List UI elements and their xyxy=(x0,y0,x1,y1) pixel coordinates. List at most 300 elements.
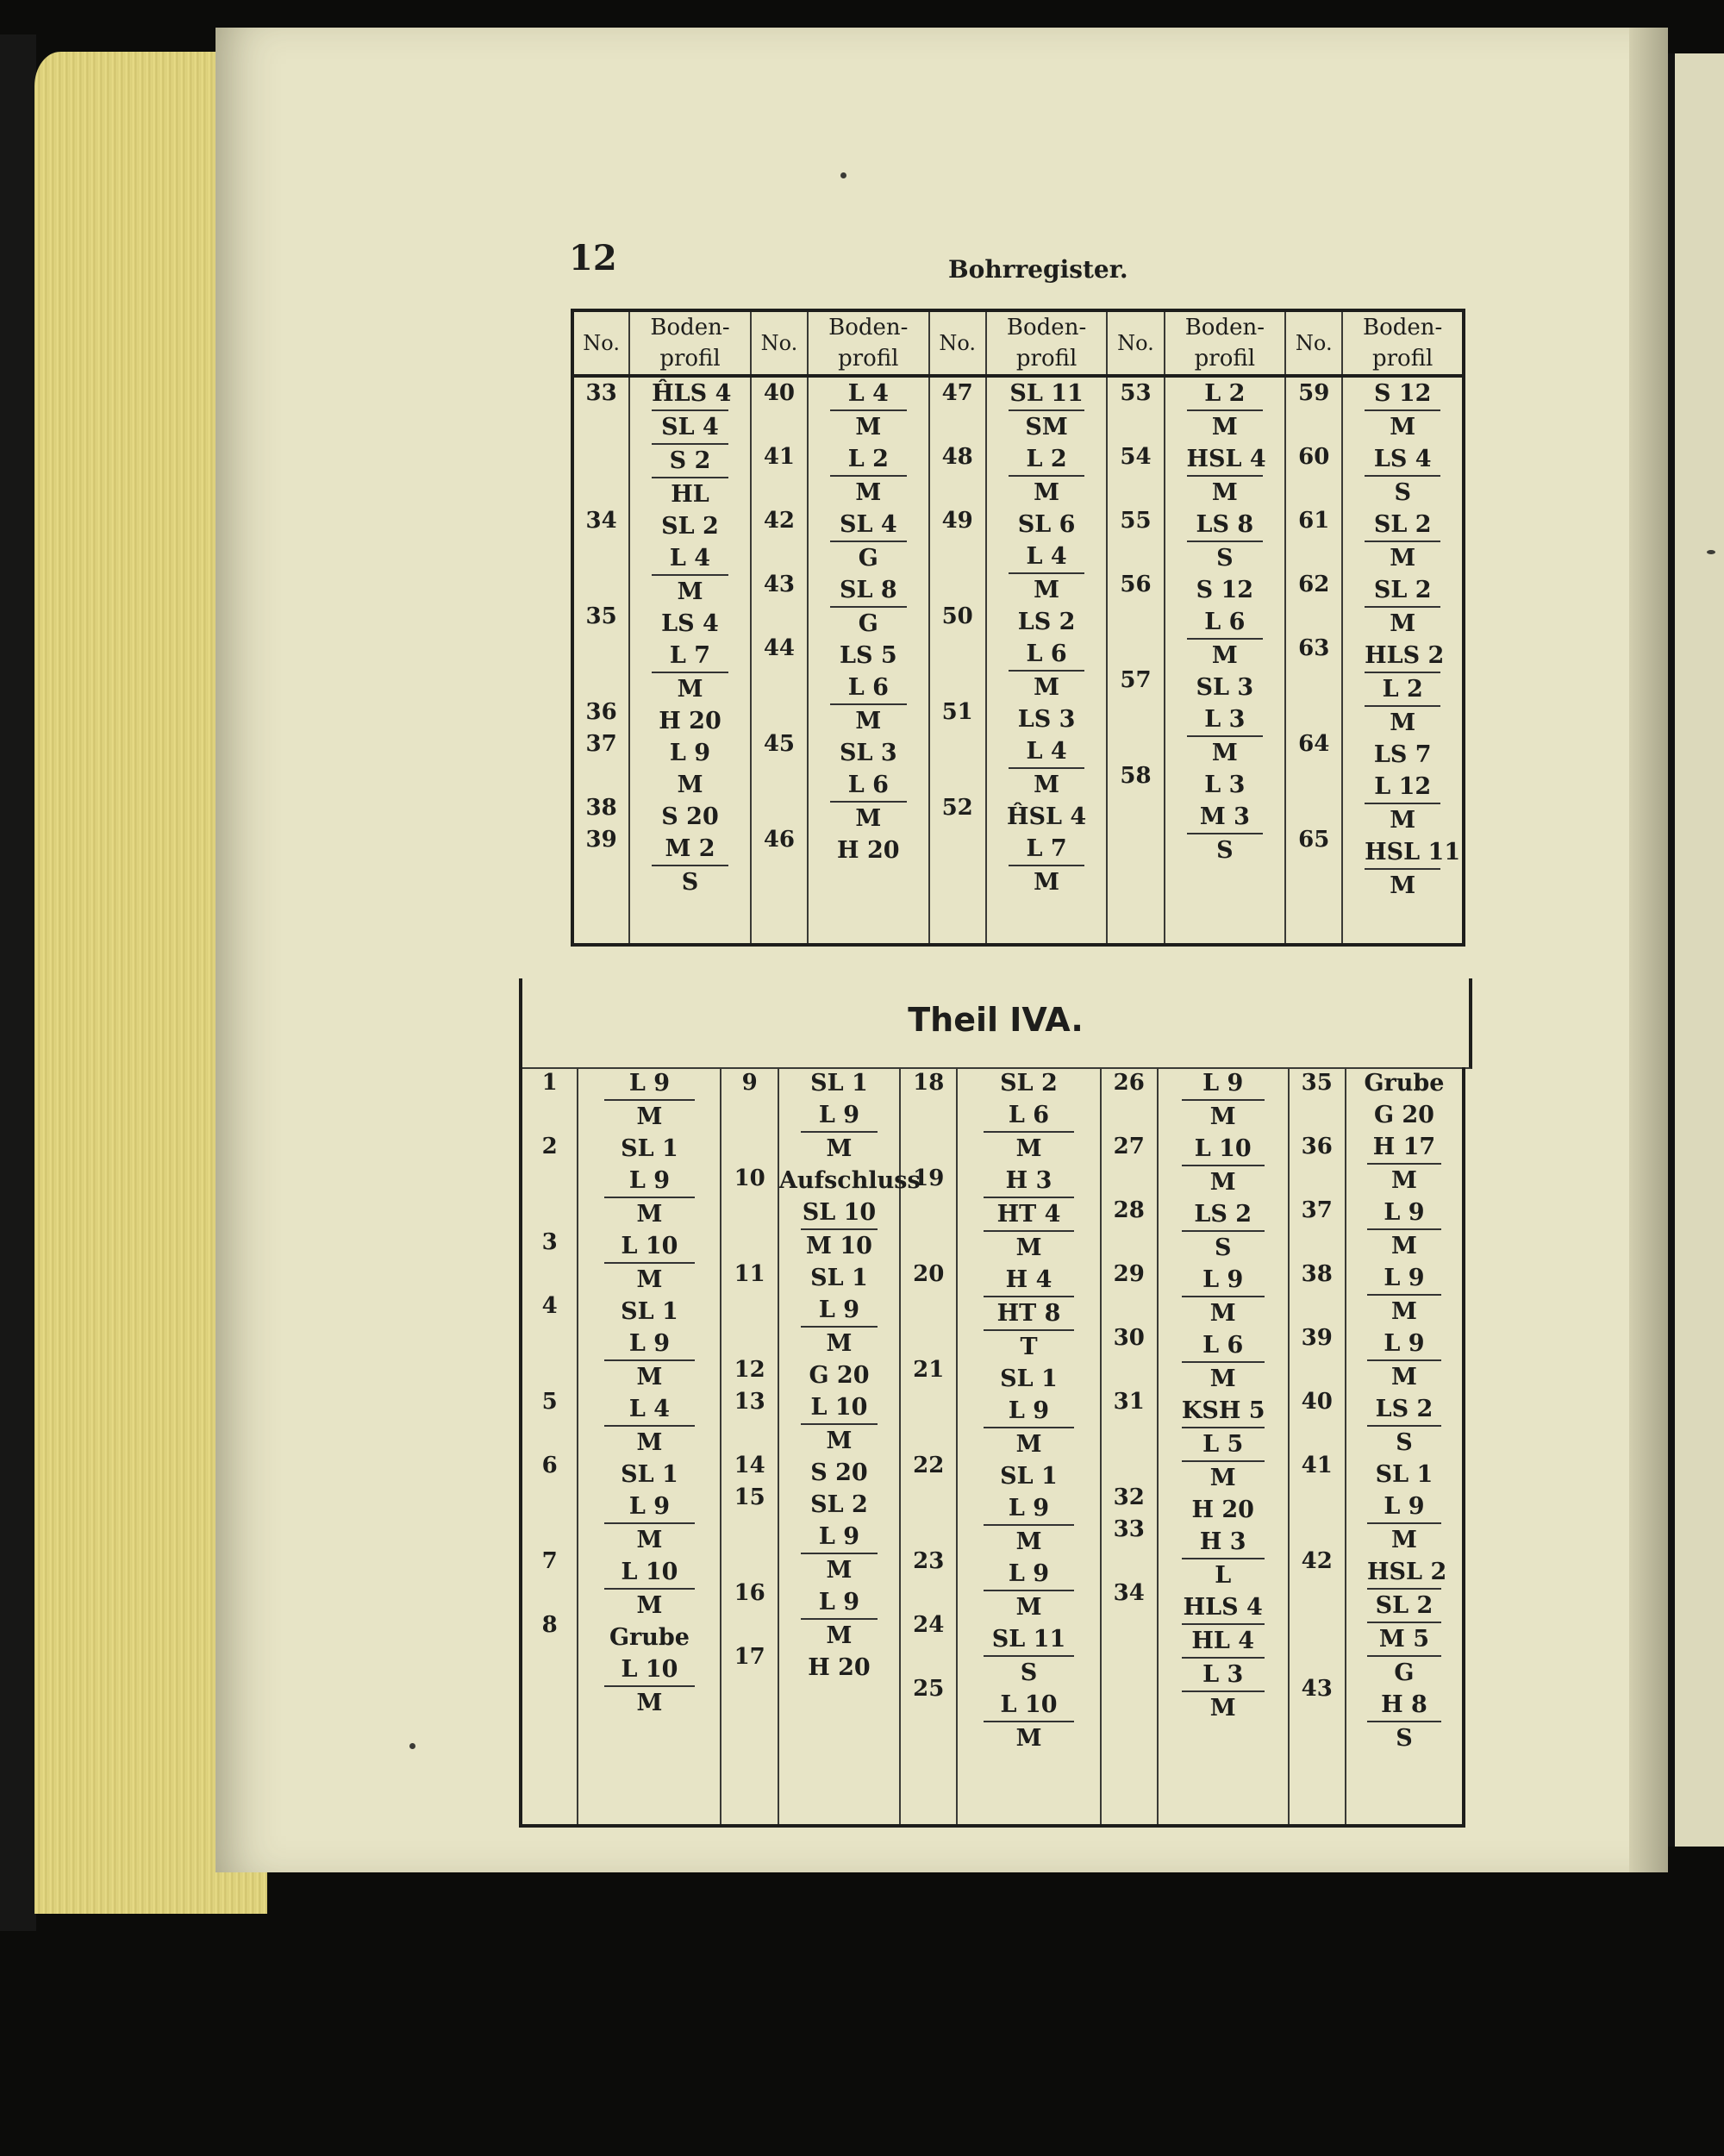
borehole-number: 1 xyxy=(541,1070,558,1096)
spacer xyxy=(930,665,985,697)
soil-layer-entry: LS 5 xyxy=(839,642,897,669)
soil-layer-entry: M xyxy=(1015,1528,1042,1555)
soil-layer-entry: H 17 xyxy=(1367,1131,1441,1165)
borehole-number: 65 xyxy=(1298,827,1330,853)
borehole-number: 64 xyxy=(1298,731,1330,757)
soil-layer-entry: ĤSL 4 xyxy=(1006,803,1087,830)
soil-layer-entry: M xyxy=(677,772,703,798)
soil-layer-entry: LS 2 xyxy=(1182,1198,1265,1232)
borehole-number: 11 xyxy=(734,1261,765,1287)
borehole-number: 24 xyxy=(913,1612,945,1638)
soil-layer-entry: H 20 xyxy=(659,708,721,734)
header-no: No. xyxy=(1107,310,1164,376)
soil-layer-entry: L 9 xyxy=(1367,1328,1441,1361)
soil-layer-entry: SL 11 xyxy=(1009,378,1085,411)
spacer xyxy=(1290,1609,1345,1641)
soil-layer-entry: L 9 xyxy=(984,1395,1074,1428)
soil-layer-entry: G xyxy=(858,545,878,572)
soil-layer-entry: S xyxy=(1216,545,1234,572)
spacer xyxy=(1286,697,1341,728)
header-no: No. xyxy=(1285,310,1342,376)
soil-layer-entry: M xyxy=(1015,1594,1042,1621)
soil-layer-entry: LS 4 xyxy=(661,610,719,637)
soil-layer-entry: M xyxy=(636,1364,663,1390)
soil-layer-entry: L 4 xyxy=(830,378,907,411)
spacer xyxy=(574,409,628,441)
soil-layer-entry: Grube xyxy=(1364,1070,1445,1097)
soil-layer-entry: M xyxy=(1209,1103,1236,1130)
soil-layer-entry: L 4 xyxy=(652,542,728,576)
soil-layer-entry: SL 4 xyxy=(830,509,907,542)
soil-layer-entry: LS 4 xyxy=(1365,443,1440,477)
soil-layer-entry: G 20 xyxy=(809,1362,870,1389)
spacer xyxy=(1108,792,1163,824)
borehole-number: 32 xyxy=(1113,1484,1145,1510)
soil-layer-entry: M xyxy=(636,1266,663,1293)
borehole-number: 16 xyxy=(734,1580,765,1606)
spacer xyxy=(522,1418,577,1450)
soil-layer-entry: SL 1 xyxy=(1000,1463,1058,1490)
spacer xyxy=(522,1641,577,1673)
spacer xyxy=(721,1099,777,1131)
spacer xyxy=(1290,1290,1345,1322)
soil-layer-entry: HLS 2 xyxy=(1365,640,1440,673)
borehole-number: 34 xyxy=(585,508,617,534)
spacer xyxy=(522,1354,577,1386)
soil-layer-entry: L 9 xyxy=(1182,1264,1265,1297)
spacer xyxy=(522,1099,577,1131)
spacer xyxy=(1102,1546,1157,1578)
soil-layer-entry: SL 10 xyxy=(801,1197,878,1230)
borehole-number: 12 xyxy=(734,1357,765,1383)
spacer xyxy=(1108,537,1163,569)
soil-layer-entry: H 3 xyxy=(1182,1526,1265,1559)
soil-layer-entry: M xyxy=(1390,709,1416,736)
spacer xyxy=(1102,1227,1157,1259)
spacer xyxy=(1108,728,1163,760)
borehole-number: 2 xyxy=(541,1134,558,1159)
soil-layer-entry: L 9 xyxy=(1367,1490,1441,1524)
borehole-number: 57 xyxy=(1120,667,1152,693)
soil-layer-entry: LS 2 xyxy=(1017,609,1076,635)
borehole-number: 7 xyxy=(541,1548,558,1574)
spacer xyxy=(1290,1418,1345,1450)
soil-layer-entry: LS 7 xyxy=(1373,741,1432,768)
spacer xyxy=(901,1482,956,1514)
soil-layer-entry: L 6 xyxy=(830,672,907,705)
spacer xyxy=(752,760,807,792)
soil-layer-entry: M xyxy=(636,1527,663,1553)
spacer xyxy=(930,569,985,601)
borehole-number: 31 xyxy=(1113,1389,1145,1415)
soil-layer-entry: M xyxy=(1034,674,1060,701)
soil-layer-entry: L 6 xyxy=(830,769,907,803)
borehole-number: 25 xyxy=(913,1676,945,1702)
register-table-top xyxy=(571,309,1465,947)
spacer xyxy=(1102,1609,1157,1641)
spacer xyxy=(1286,601,1341,633)
soil-layer-entry: L 12 xyxy=(1365,771,1440,804)
spacer xyxy=(1290,1641,1345,1673)
spacer xyxy=(752,697,807,728)
soil-layer-entry: M xyxy=(1390,545,1416,572)
soil-layer-entry: KSH 5 xyxy=(1182,1395,1265,1428)
spacer xyxy=(1286,473,1341,505)
borehole-number: 15 xyxy=(734,1484,765,1510)
soil-layer-entry: L 10 xyxy=(984,1689,1074,1722)
spacer xyxy=(1290,1354,1345,1386)
soil-layer-entry: L 4 xyxy=(1009,735,1085,769)
soil-layer-entry: L 9 xyxy=(604,1328,695,1361)
soil-layer-entry: SL 2 xyxy=(1000,1070,1058,1097)
soil-layer-entry: SL 2 xyxy=(1365,574,1440,608)
next-page-edge xyxy=(1668,53,1724,1847)
soil-layer-entry: S 20 xyxy=(810,1459,868,1486)
borehole-number-column xyxy=(521,1067,578,1826)
borehole-number: 22 xyxy=(913,1453,945,1478)
borehole-number: 23 xyxy=(913,1548,945,1574)
spacer xyxy=(1290,1227,1345,1259)
soil-layer-entry: HT 4 xyxy=(984,1198,1074,1232)
spacer xyxy=(1108,697,1163,728)
soil-layer-entry: L 9 xyxy=(801,1099,878,1133)
spacer xyxy=(1108,409,1163,441)
spacer xyxy=(1102,1641,1157,1673)
spacer xyxy=(901,1195,956,1227)
spacer xyxy=(1108,633,1163,665)
borehole-number: 36 xyxy=(585,699,617,725)
section-heading-band xyxy=(519,978,1472,1069)
borehole-number: 9 xyxy=(741,1070,758,1096)
soil-profile-column xyxy=(1346,1067,1464,1826)
soil-profile-column xyxy=(1158,1067,1289,1826)
spacer xyxy=(522,1578,577,1609)
spacer xyxy=(901,1227,956,1259)
soil-layer-entry: M xyxy=(1391,1364,1417,1390)
borehole-number: 10 xyxy=(734,1165,765,1191)
soil-layer-entry: SL 4 xyxy=(652,411,728,445)
spacer xyxy=(1286,409,1341,441)
soil-layer-entry: SL 1 xyxy=(621,1298,678,1325)
borehole-number-column xyxy=(1101,1067,1158,1826)
ink-speck xyxy=(409,1743,415,1749)
spacer xyxy=(1286,665,1341,697)
borehole-number: 43 xyxy=(763,572,795,597)
soil-layer-entry: M xyxy=(677,676,703,703)
borehole-number-column xyxy=(572,376,629,945)
soil-layer-entry: SL 1 xyxy=(621,1135,678,1162)
soil-layer-entry: S 20 xyxy=(661,803,719,830)
borehole-number-column xyxy=(1285,376,1342,945)
soil-layer-entry: M xyxy=(826,1135,853,1162)
spacer xyxy=(1102,1163,1157,1195)
borehole-number: 28 xyxy=(1113,1197,1145,1223)
soil-layer-entry: S 12 xyxy=(1365,378,1440,411)
soil-layer-entry: SM xyxy=(1025,414,1068,441)
soil-layer-entry: L 2 xyxy=(1187,378,1264,411)
soil-layer-entry: M xyxy=(1209,1300,1236,1327)
soil-layer-entry: L 10 xyxy=(1182,1133,1265,1166)
soil-layer-entry: M xyxy=(636,1592,663,1619)
soil-layer-entry: HSL 11 xyxy=(1365,836,1440,870)
soil-layer-entry: M xyxy=(1390,414,1416,441)
soil-layer-entry: M xyxy=(855,805,882,832)
borehole-number: 34 xyxy=(1113,1580,1145,1606)
soil-layer-entry: M xyxy=(855,414,882,441)
borehole-number: 41 xyxy=(763,444,795,470)
spacer xyxy=(1286,537,1341,569)
soil-layer-entry: S 12 xyxy=(1196,577,1254,603)
soil-layer-entry: HL 4 xyxy=(1182,1625,1265,1659)
ink-speck xyxy=(1707,550,1715,554)
borehole-number: 26 xyxy=(1113,1070,1145,1096)
header-no: No. xyxy=(929,310,986,376)
borehole-number: 29 xyxy=(1113,1261,1145,1287)
header-row xyxy=(572,310,1464,376)
soil-profile-column xyxy=(1165,376,1286,945)
spacer xyxy=(721,1322,777,1354)
spacer xyxy=(522,1195,577,1227)
soil-layer-entry: L 9 xyxy=(984,1558,1074,1591)
spacer xyxy=(522,1514,577,1546)
soil-layer-entry: G 20 xyxy=(1373,1102,1434,1128)
header-bodenprofil: Boden- profil xyxy=(1342,310,1464,376)
soil-layer-entry: ĤLS 4 xyxy=(652,378,728,411)
soil-layer-entry: M xyxy=(1390,807,1416,834)
soil-layer-entry: M xyxy=(677,578,703,605)
spacer xyxy=(721,1609,777,1641)
book-cover-edge xyxy=(0,34,36,1931)
soil-layer-entry: L 9 xyxy=(1182,1067,1265,1101)
soil-layer-entry: L 4 xyxy=(1009,541,1085,574)
soil-layer-entry: M xyxy=(636,1690,663,1716)
soil-layer-entry: M xyxy=(1391,1298,1417,1325)
header-no: No. xyxy=(572,310,629,376)
soil-layer-entry: M xyxy=(1034,577,1060,603)
soil-layer-entry: T xyxy=(1020,1334,1038,1360)
ink-speck xyxy=(840,172,846,178)
soil-layer-entry: M xyxy=(1015,1725,1042,1752)
soil-layer-entry: SL 1 xyxy=(621,1461,678,1488)
soil-layer-entry: M xyxy=(1209,1169,1236,1196)
soil-profile-column xyxy=(1342,376,1464,945)
spacer xyxy=(930,473,985,505)
spacer xyxy=(721,1514,777,1546)
soil-layer-entry: SL 2 xyxy=(1365,509,1440,542)
borehole-number: 47 xyxy=(941,380,973,406)
soil-layer-entry: SL 6 xyxy=(1017,511,1076,538)
borehole-number: 56 xyxy=(1120,572,1152,597)
spacer xyxy=(721,1418,777,1450)
soil-layer-entry: M 10 xyxy=(806,1233,872,1259)
spacer xyxy=(752,473,807,505)
soil-layer-entry: M xyxy=(1390,872,1416,899)
soil-layer-entry: L 9 xyxy=(669,740,711,766)
section-title: Theil IVA. xyxy=(908,1001,1084,1039)
spacer xyxy=(752,792,807,824)
soil-layer-entry: M xyxy=(1391,1527,1417,1553)
soil-layer-entry: SL 1 xyxy=(810,1070,868,1097)
soil-layer-entry: SL 2 xyxy=(661,513,719,540)
soil-layer-entry: SL 1 xyxy=(810,1265,868,1291)
spacer xyxy=(1290,1514,1345,1546)
soil-layer-entry: L 10 xyxy=(604,1556,695,1590)
soil-layer-entry: M 3 xyxy=(1187,801,1264,834)
borehole-number: 21 xyxy=(913,1357,945,1383)
soil-layer-entry: L 10 xyxy=(604,1230,695,1264)
soil-layer-entry: M xyxy=(1209,1365,1236,1392)
soil-layer-entry: HSL 4 xyxy=(1187,443,1264,477)
soil-layer-entry: HL xyxy=(671,481,709,508)
soil-layer-entry: M xyxy=(826,1428,853,1454)
borehole-number: 49 xyxy=(941,508,973,534)
soil-layer-entry: L 7 xyxy=(1009,833,1085,866)
soil-layer-entry: L 6 xyxy=(1182,1329,1265,1363)
borehole-number: 33 xyxy=(585,380,617,406)
borehole-number: 59 xyxy=(1298,380,1330,406)
spacer xyxy=(1290,1482,1345,1514)
borehole-number: 53 xyxy=(1120,380,1152,406)
borehole-number: 39 xyxy=(1301,1325,1333,1351)
soil-layer-entry: LS 8 xyxy=(1187,509,1264,542)
borehole-number: 6 xyxy=(541,1453,558,1478)
spacer xyxy=(930,760,985,792)
soil-layer-entry: H 4 xyxy=(984,1264,1074,1297)
borehole-number: 48 xyxy=(941,444,973,470)
soil-layer-entry: H 20 xyxy=(1191,1497,1254,1523)
spacer xyxy=(574,441,628,473)
borehole-number-column xyxy=(929,376,986,945)
soil-layer-entry: G xyxy=(858,610,878,637)
borehole-number: 18 xyxy=(913,1070,945,1096)
soil-layer-entry: SL 1 xyxy=(1375,1461,1434,1488)
soil-layer-entry: M xyxy=(636,1429,663,1456)
soil-layer-entry: L 10 xyxy=(801,1391,878,1425)
soil-layer-entry: L 9 xyxy=(604,1165,695,1198)
soil-layer-entry: SL 3 xyxy=(1196,674,1254,701)
spacer xyxy=(1286,856,1341,888)
soil-layer-entry: M xyxy=(636,1103,663,1130)
borehole-number: 4 xyxy=(541,1293,558,1319)
soil-layer-entry: H 20 xyxy=(837,837,900,864)
borehole-number: 20 xyxy=(913,1261,945,1287)
soil-layer-entry: M xyxy=(1034,772,1060,798)
soil-layer-entry: L 9 xyxy=(604,1067,695,1101)
header-bodenprofil: Boden- profil xyxy=(629,310,751,376)
borehole-number: 61 xyxy=(1298,508,1330,534)
soil-layer-entry: L 9 xyxy=(801,1586,878,1620)
soil-layer-entry: M xyxy=(1391,1167,1417,1194)
soil-layer-entry: Grube xyxy=(609,1624,690,1651)
soil-layer-entry: L xyxy=(1215,1562,1232,1589)
spacer xyxy=(574,473,628,505)
spacer xyxy=(930,537,985,569)
soil-profile-column xyxy=(957,1067,1100,1826)
soil-layer-entry: HSL 2 xyxy=(1367,1556,1441,1590)
page-number: 12 xyxy=(569,238,617,278)
spacer xyxy=(901,1578,956,1609)
spacer xyxy=(752,409,807,441)
borehole-number: 38 xyxy=(1301,1261,1333,1287)
soil-layer-entry: M xyxy=(1211,740,1238,766)
borehole-number: 13 xyxy=(734,1389,765,1415)
register-table-bottom xyxy=(519,1067,1465,1828)
spacer xyxy=(1290,1099,1345,1131)
spacer xyxy=(930,856,985,888)
soil-layer-entry: L 5 xyxy=(1182,1428,1265,1462)
spacer xyxy=(901,1290,956,1322)
running-head: Bohrregister. xyxy=(948,255,1128,284)
borehole-number: 52 xyxy=(941,795,973,821)
borehole-number: 50 xyxy=(941,603,973,629)
spacer xyxy=(901,1386,956,1418)
spacer xyxy=(1102,1290,1157,1322)
spacer xyxy=(721,1290,777,1322)
soil-layer-entry: S xyxy=(1396,1725,1413,1752)
borehole-number: 30 xyxy=(1113,1325,1145,1351)
spacer xyxy=(901,1099,956,1131)
spacer xyxy=(1108,824,1163,856)
spacer xyxy=(721,1195,777,1227)
borehole-number: 35 xyxy=(1301,1070,1333,1096)
soil-layer-entry: L 3 xyxy=(1187,703,1264,737)
borehole-number: 40 xyxy=(763,380,795,406)
soil-layer-entry: M xyxy=(1390,610,1416,637)
spacer xyxy=(930,824,985,856)
soil-layer-entry: M xyxy=(1209,1695,1236,1722)
soil-layer-entry: HT 8 xyxy=(984,1297,1074,1331)
borehole-number-column xyxy=(751,376,808,945)
borehole-number: 44 xyxy=(763,635,795,661)
spacer xyxy=(1108,601,1163,633)
soil-profile-column xyxy=(778,1067,921,1826)
header-bodenprofil: Boden- profil xyxy=(1165,310,1286,376)
soil-layer-entry: L 4 xyxy=(604,1393,695,1427)
spacer xyxy=(1290,1578,1345,1609)
borehole-number: 38 xyxy=(585,795,617,821)
spacer xyxy=(1102,1099,1157,1131)
soil-layer-entry: M xyxy=(1211,642,1238,669)
borehole-number: 33 xyxy=(1113,1516,1145,1542)
soil-layer-entry: M xyxy=(1209,1465,1236,1491)
borehole-number: 42 xyxy=(763,508,795,534)
borehole-number: 39 xyxy=(585,827,617,853)
soil-layer-entry: M xyxy=(1211,414,1238,441)
borehole-number: 54 xyxy=(1120,444,1152,470)
soil-layer-entry: M xyxy=(826,1557,853,1584)
spacer xyxy=(1286,760,1341,792)
soil-layer-entry: SL 1 xyxy=(1000,1365,1058,1392)
borehole-number: 62 xyxy=(1298,572,1330,597)
soil-layer-entry: SL 2 xyxy=(1367,1590,1441,1623)
soil-layer-entry: L 6 xyxy=(984,1099,1074,1133)
soil-layer-entry: L 2 xyxy=(1009,443,1085,477)
spacer xyxy=(930,633,985,665)
spacer xyxy=(574,569,628,601)
borehole-number: 27 xyxy=(1113,1134,1145,1159)
soil-layer-entry: S xyxy=(1394,479,1411,506)
soil-layer-entry: H 3 xyxy=(984,1165,1074,1198)
soil-layer-entry: HLS 4 xyxy=(1182,1591,1265,1625)
soil-layer-entry: SL 2 xyxy=(810,1491,868,1518)
soil-layer-entry: L 9 xyxy=(604,1490,695,1524)
soil-layer-entry: SL 11 xyxy=(984,1623,1074,1657)
soil-layer-entry: L 9 xyxy=(801,1521,878,1554)
soil-layer-entry: L 3 xyxy=(1204,772,1246,798)
soil-layer-entry: L 9 xyxy=(984,1492,1074,1526)
soil-layer-entry: M 2 xyxy=(652,833,728,866)
borehole-number-column xyxy=(1289,1067,1346,1826)
